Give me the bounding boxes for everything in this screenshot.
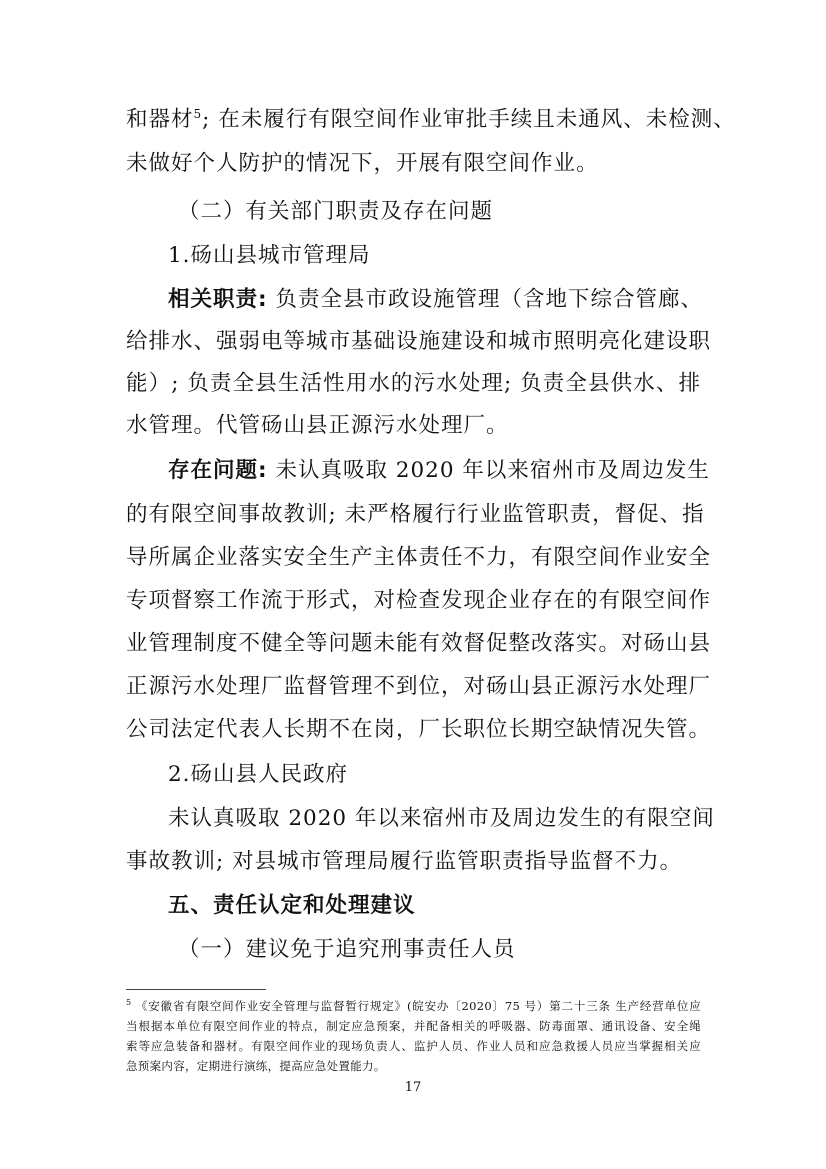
- duty-label: 相关职责:: [168, 287, 268, 312]
- text-segment: 《安徽省有限空间作业安全管理与监督暂行规定》(皖安办〔2020〕75 号）第二十三条 生产经营单位应: [135, 999, 701, 1013]
- footnote-reference: 5: [193, 106, 203, 121]
- sub-heading: （一）建议免于追究刑事责任人员: [178, 937, 516, 962]
- dept-title: 2.砀山县人民政府: [168, 762, 349, 787]
- footnote-line: 索等应急装备和器材。有限空间作业的现场负责人、监护人员、作业人员和应急救援人员应当掌握相关应: [126, 1039, 701, 1053]
- body-line: 未做好个人防护的情况下，开展有限空间作业。: [126, 151, 599, 176]
- body-line: 正源污水处理厂监督管理不到位，对砀山县正源污水处理厂: [126, 674, 712, 699]
- text-segment: 负责全县市政设施管理（含地下综合管廊、: [267, 287, 703, 312]
- body-line: [126, 104, 736, 136]
- body-line: 给排水、强弱电等城市基础设施建设和城市照明亮化建设职: [126, 329, 712, 354]
- footnote-line: 当根据本单位有限空间作业的特点，制定应急预案，并配备相关的呼吸器、防毒面罩、通讯设备、安全绳: [126, 1019, 701, 1033]
- body-line: 事故教训; 对县城市管理局履行监管职责指导监督不力。: [126, 849, 683, 874]
- text-segment: ; 在未履行有限空间作业审批手续且未通风、未检测、: [202, 107, 736, 132]
- section-heading: （二）有关部门职责及存在问题: [178, 199, 494, 224]
- body-line: 的有限空间事故教训; 未严格履行行业监管职责，督促、指: [126, 502, 705, 527]
- body-line: 水管理。代管砀山县正源污水处理厂。: [126, 413, 509, 438]
- part-heading: 五、责任认定和处理建议: [168, 893, 416, 918]
- page-number: 17: [404, 1080, 422, 1095]
- body-line: 能）; 负责全县生活性用水的污水处理; 负责全县供水、排: [126, 371, 701, 396]
- body-line: 导所属企业落实安全生产主体责任不力，有限空间作业安全: [126, 545, 712, 570]
- dept-title: 1.砀山县城市管理局: [168, 243, 371, 268]
- body-line: 公司法定代表人长期不在岗，厂长职位长期空缺情况失管。: [126, 717, 712, 742]
- body-line: [168, 455, 710, 487]
- body-line: 业管理制度不健全等问题未能有效督促整改落实。对砀山县: [126, 631, 712, 656]
- body-line: 专项督察工作流于形式，对检查发现企业存在的有限空间作: [126, 588, 712, 613]
- text-segment: 和器材: [126, 107, 194, 132]
- footnote-divider: [126, 989, 266, 990]
- issue-label: 存在问题:: [168, 458, 268, 483]
- text-segment: 未认真吸取 2020 年以来宿州市及周边发生: [267, 458, 710, 483]
- footnote-mark: 5: [126, 998, 132, 1008]
- body-line: [168, 284, 701, 316]
- footnote-line: [126, 996, 701, 1016]
- body-line: 未认真吸取 2020 年以来宿州市及周边发生的有限空间: [168, 806, 715, 831]
- footnote-line: 急预案内容，定期进行演练，提高应急处置能力。: [126, 1059, 386, 1073]
